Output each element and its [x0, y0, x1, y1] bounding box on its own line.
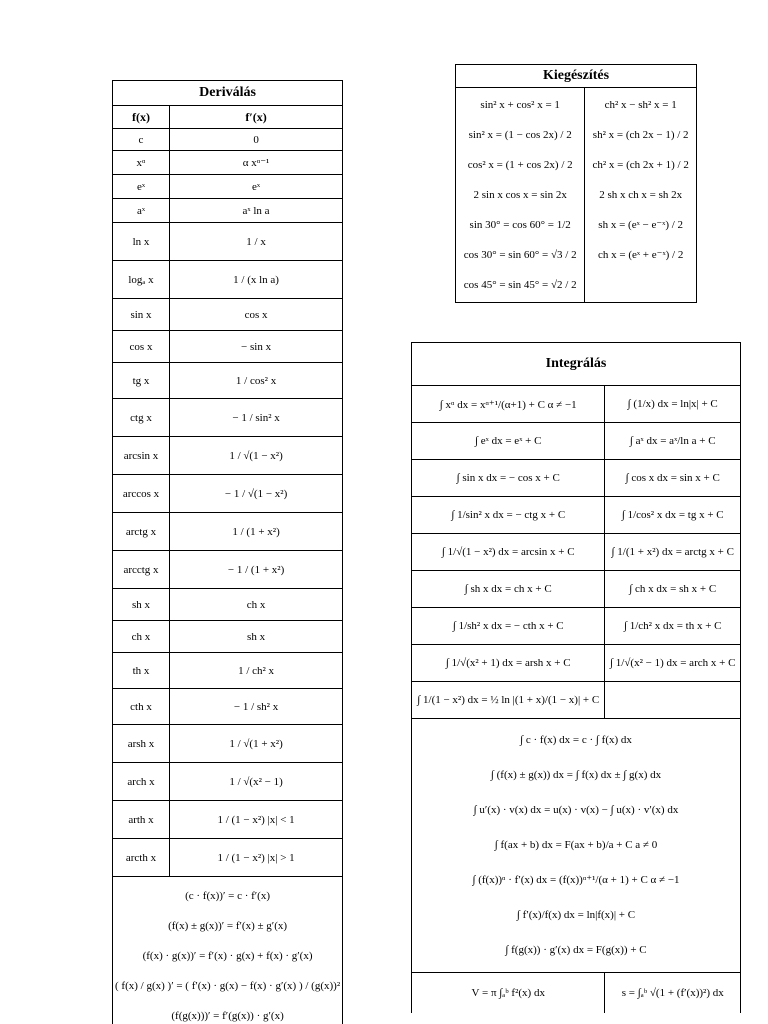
integral-rule: ∫ f(g(x)) · g′(x) dx = F(g(x)) + C — [505, 944, 647, 956]
function-cell: c — [113, 129, 170, 151]
integral-rule: ∫ u′(x) · v(x) dx = u(x) · v(x) − ∫ u(x) · v′(x) dx — [473, 804, 679, 816]
integral-cell: ∫ sin x dx = − cos x + C — [412, 460, 605, 497]
integral-table — [411, 342, 741, 1013]
derivative-row — [113, 299, 343, 331]
derivative-row — [113, 129, 343, 151]
derivative-cell: 1 / (1 − x²) |x| < 1 — [170, 801, 343, 839]
derivative-cell: 1 / (1 + x²) — [170, 513, 343, 551]
derivative-row — [113, 513, 343, 551]
derivative-row — [113, 437, 343, 475]
integral-cell: ∫ eˣ dx = eˣ + C — [412, 423, 605, 460]
column-header-dfx: f′(x) — [170, 106, 343, 129]
integral-row — [412, 534, 741, 571]
derivative-cell: ch x — [170, 589, 343, 621]
function-cell: cos x — [113, 331, 170, 363]
derivative-row — [113, 399, 343, 437]
derivative-cell: 1 / √(1 + x²) — [170, 725, 343, 763]
identity: ch² x − sh² x = 1 — [604, 99, 677, 111]
identity: 2 sin x cos x = sin 2x — [473, 189, 567, 201]
function-cell: logₐ x — [113, 261, 170, 299]
function-cell: arccos x — [113, 475, 170, 513]
integral-cell: ∫ 1/sin² x dx = − ctg x + C — [412, 497, 605, 534]
column-header-fx: f(x) — [113, 106, 170, 129]
derivative-rule: (c · f(x))′ = c · f′(x) — [185, 890, 271, 902]
derivative-row — [113, 475, 343, 513]
derivative-cell: cos x — [170, 299, 343, 331]
derivative-cell: 1 / (1 − x²) |x| > 1 — [170, 839, 343, 877]
derivative-rules — [113, 877, 343, 1024]
function-cell: ctg x — [113, 399, 170, 437]
supplement-left-column — [456, 88, 585, 303]
identity: ch² x = (ch 2x + 1) / 2 — [592, 159, 689, 171]
function-cell: sin x — [113, 299, 170, 331]
derivative-rule: (f(x) · g(x))′ = f′(x) · g(x) + f(x) · g′(x) — [142, 950, 313, 962]
derivative-cell: − 1 / (1 + x²) — [170, 551, 343, 589]
integral-cell: ∫ xᵅ dx = xᵅ⁺¹/(α+1) + C α ≠ −1 — [412, 386, 605, 423]
integral-row — [412, 460, 741, 497]
derivative-row — [113, 151, 343, 175]
function-cell: arctg x — [113, 513, 170, 551]
derivative-rule: ( f(x) / g(x) )′ = ( f′(x) · g(x) − f(x) · g′(x) ) / (g(x))² — [115, 980, 341, 992]
integral-cell: ∫ 1/√(x² + 1) dx = arsh x + C — [412, 645, 605, 682]
derivative-cell: − sin x — [170, 331, 343, 363]
derivative-cell: 1 / (x ln a) — [170, 261, 343, 299]
function-cell: xᵅ — [113, 151, 170, 175]
integral-rule: ∫ f′(x)/f(x) dx = ln|f(x)| + C — [516, 909, 636, 921]
derivative-row — [113, 725, 343, 763]
identity: sin² x = (1 − cos 2x) / 2 — [468, 129, 572, 141]
derivative-cell: eˣ — [170, 175, 343, 199]
derivative-row — [113, 689, 343, 725]
integral-row — [412, 682, 741, 719]
derivative-rows — [113, 129, 343, 877]
integral-title: Integrálás — [412, 343, 741, 386]
derivative-cell: 0 — [170, 129, 343, 151]
integral-cell: ∫ 1/√(1 − x²) dx = arcsin x + C — [412, 534, 605, 571]
integral-row — [412, 497, 741, 534]
derivative-cell: α xᵅ⁻¹ — [170, 151, 343, 175]
derivative-rule: (f(x) ± g(x))′ = f′(x) ± g′(x) — [168, 920, 288, 932]
identity: cos 30° = sin 60° = √3 / 2 — [463, 249, 577, 261]
function-cell: arcctg x — [113, 551, 170, 589]
integral-cell — [605, 682, 741, 719]
derivative-row — [113, 801, 343, 839]
identity: sin 30° = cos 60° = 1/2 — [469, 219, 571, 231]
derivative-cell: 1 / x — [170, 223, 343, 261]
integral-row — [412, 423, 741, 460]
integral-rule: ∫ (f(x) ± g(x)) dx = ∫ f(x) dx ± ∫ g(x) dx — [490, 769, 662, 781]
integral-rule: ∫ (f(x))ᵅ · f′(x) dx = (f(x))ᵅ⁺¹/(α + 1) + C α ≠ −1 — [472, 874, 680, 886]
function-cell: th x — [113, 653, 170, 689]
derivative-row — [113, 839, 343, 877]
derivative-cell: 1 / √(1 − x²) — [170, 437, 343, 475]
function-cell: cth x — [113, 689, 170, 725]
derivative-table — [112, 80, 343, 1024]
volume-formula: V = π ∫ₐᵇ f²(x) dx — [412, 973, 605, 1014]
integral-row — [412, 571, 741, 608]
function-cell: eˣ — [113, 175, 170, 199]
identity: sh x = (eˣ − e⁻ˣ) / 2 — [598, 219, 684, 231]
derivative-rule: (f(g(x)))′ = f′(g(x)) · g′(x) — [171, 1010, 284, 1022]
function-cell: arch x — [113, 763, 170, 801]
integral-cell: ∫ ch x dx = sh x + C — [605, 571, 741, 608]
derivative-cell: − 1 / √(1 − x²) — [170, 475, 343, 513]
derivative-row — [113, 261, 343, 299]
integral-cell: ∫ (1/x) dx = ln|x| + C — [605, 386, 741, 423]
integral-cell: ∫ sh x dx = ch x + C — [412, 571, 605, 608]
identity: cos 45° = sin 45° = √2 / 2 — [463, 279, 577, 291]
derivative-row — [113, 363, 343, 399]
derivative-row — [113, 653, 343, 689]
integral-cell: ∫ 1/cos² x dx = tg x + C — [605, 497, 741, 534]
integral-cell: ∫ 1/sh² x dx = − cth x + C — [412, 608, 605, 645]
integral-row — [412, 645, 741, 682]
identity: sh² x = (ch 2x − 1) / 2 — [592, 129, 689, 141]
integral-row — [412, 386, 741, 423]
integral-cell: ∫ 1/(1 + x²) dx = arctg x + C — [605, 534, 741, 571]
derivative-cell: sh x — [170, 621, 343, 653]
integral-row — [412, 608, 741, 645]
function-cell: arth x — [113, 801, 170, 839]
derivative-cell: aˣ ln a — [170, 199, 343, 223]
function-cell: ch x — [113, 621, 170, 653]
integral-cell: ∫ cos x dx = sin x + C — [605, 460, 741, 497]
integral-cell: ∫ 1/√(x² − 1) dx = arch x + C — [605, 645, 741, 682]
integral-cell: ∫ aˣ dx = aˣ/ln a + C — [605, 423, 741, 460]
integral-rows — [412, 386, 741, 719]
integral-cell: ∫ 1/(1 − x²) dx = ½ ln |(1 + x)/(1 − x)| + C — [412, 682, 605, 719]
derivative-row — [113, 763, 343, 801]
derivative-cell: − 1 / sh² x — [170, 689, 343, 725]
derivative-title: Deriválás — [113, 81, 343, 106]
function-cell: aˣ — [113, 199, 170, 223]
identity: sin² x + cos² x = 1 — [480, 99, 560, 111]
function-cell: sh x — [113, 589, 170, 621]
derivative-cell: − 1 / sin² x — [170, 399, 343, 437]
function-cell: ln x — [113, 223, 170, 261]
derivative-cell: 1 / cos² x — [170, 363, 343, 399]
derivative-row — [113, 199, 343, 223]
derivative-row — [113, 175, 343, 199]
function-cell: arsh x — [113, 725, 170, 763]
identity: cos² x = (1 + cos 2x) / 2 — [467, 159, 573, 171]
identity: ch x = (eˣ + e⁻ˣ) / 2 — [598, 249, 684, 261]
identity: 2 sh x ch x = sh 2x — [599, 189, 683, 201]
supplement-right-column — [585, 88, 697, 303]
integral-rule: ∫ f(ax + b) dx = F(ax + b)/a + C a ≠ 0 — [494, 839, 658, 851]
function-cell: arcsin x — [113, 437, 170, 475]
function-cell: arcth x — [113, 839, 170, 877]
arc-length-formula: s = ∫ₐᵇ √(1 + (f′(x))²) dx — [605, 973, 741, 1014]
derivative-row — [113, 331, 343, 363]
integral-cell: ∫ 1/ch² x dx = th x + C — [605, 608, 741, 645]
integral-rules — [412, 719, 741, 973]
derivative-row — [113, 223, 343, 261]
integral-rule: ∫ c · f(x) dx = c · ∫ f(x) dx — [520, 734, 632, 746]
derivative-row — [113, 621, 343, 653]
derivative-row — [113, 589, 343, 621]
derivative-cell: 1 / ch² x — [170, 653, 343, 689]
supplement-table — [455, 64, 697, 303]
derivative-row — [113, 551, 343, 589]
derivative-cell: 1 / √(x² − 1) — [170, 763, 343, 801]
function-cell: tg x — [113, 363, 170, 399]
supplement-title: Kiegészítés — [456, 65, 697, 88]
